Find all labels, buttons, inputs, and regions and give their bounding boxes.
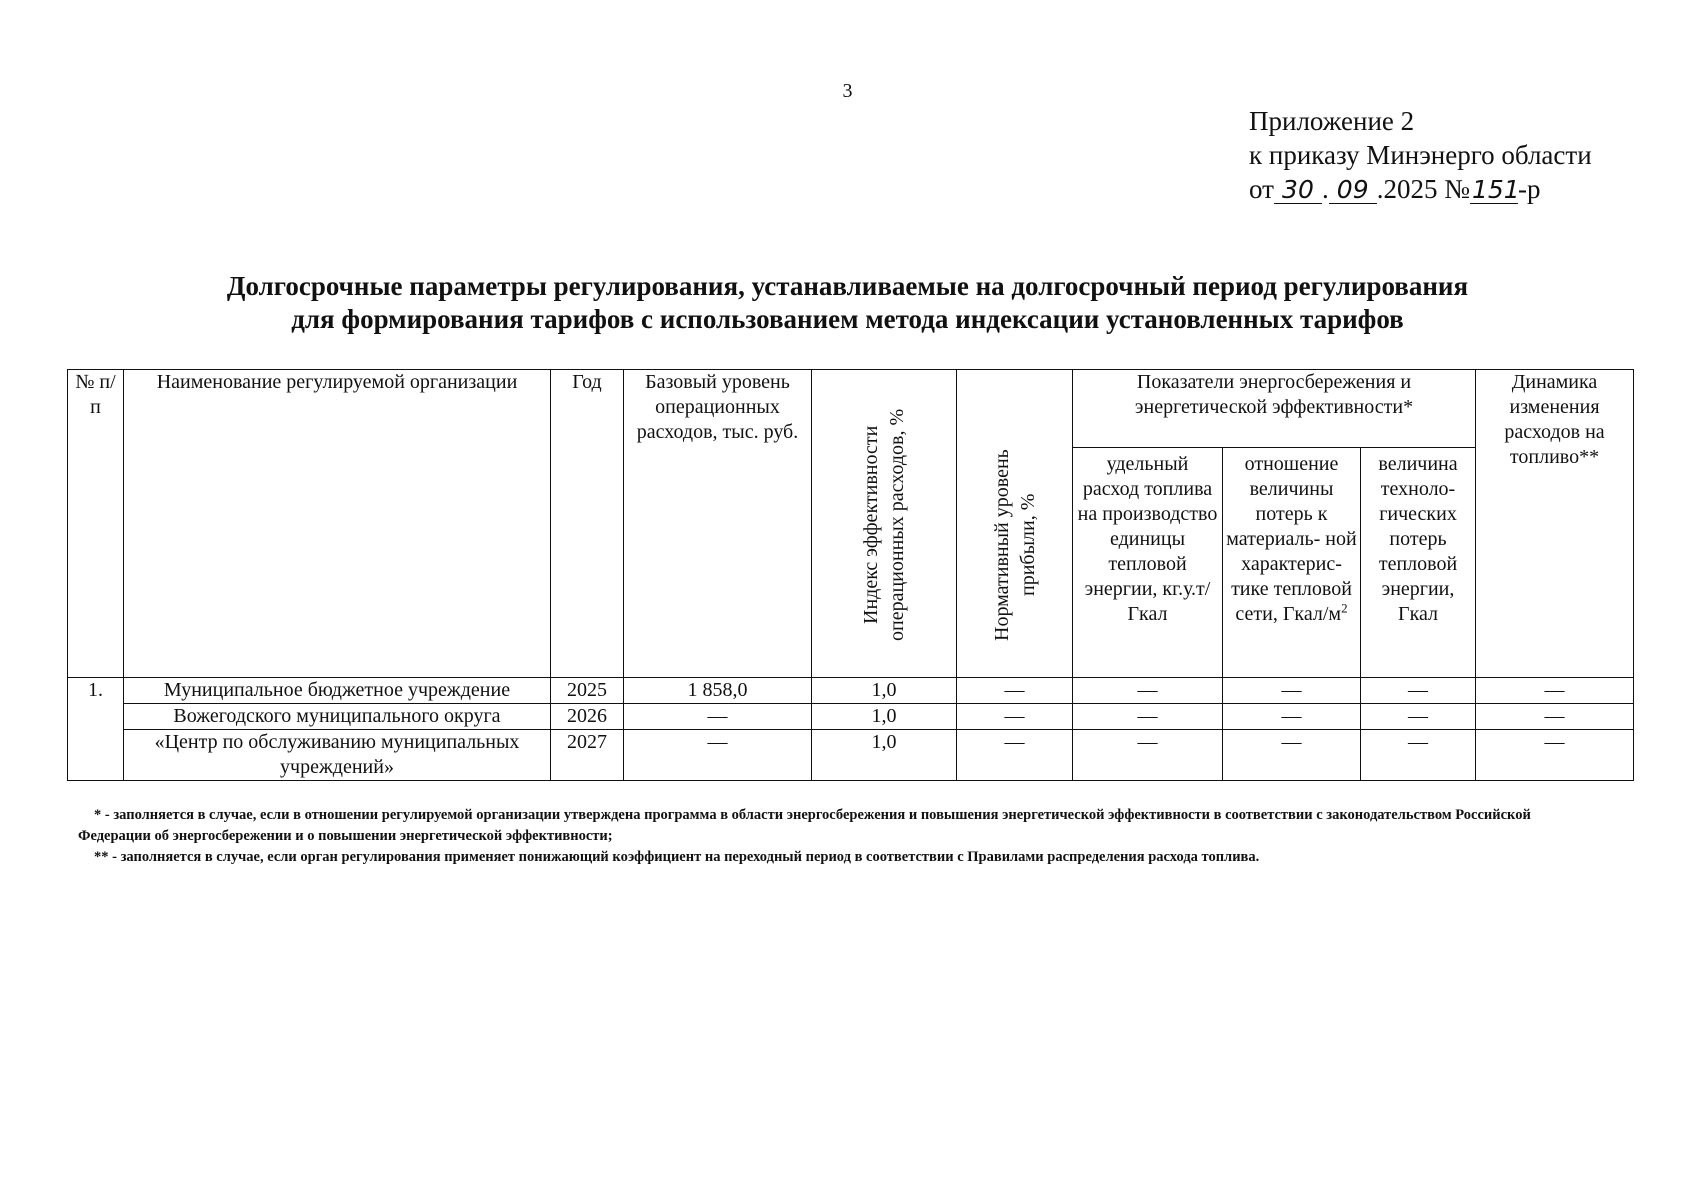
footnotes (78, 805, 1568, 868)
header-fuel-dynamics: Динамика изменения расходов на топливо** (1476, 370, 1634, 678)
footnote-energy-saving: * - заполняется в случае, если в отношении регулируемой организации утверждена программа в области энергосбережения и повышения энергетической эффективности в соответствии с законодательством Российской Федерации об энергосбережении и о повышении энергетической эффективности; (78, 807, 1531, 844)
cell-year: 2027 (551, 730, 624, 781)
cell-efficiency-index: 1,0 (812, 730, 957, 781)
header-technological-losses: величина техноло- гических потерь тепловой энергии, Гкал (1361, 448, 1476, 678)
appendix-order: к приказу Минэнерго области (1249, 140, 1592, 170)
header-loss-ratio (1223, 448, 1361, 678)
header-year: Год (551, 370, 624, 678)
cell-base-opex: — (624, 730, 812, 781)
order-number-suffix: -р (1517, 174, 1541, 204)
cell-normative-profit: — (957, 704, 1073, 730)
appendix-date-line: от 30 . 09 .2025 №151-р (1249, 174, 1541, 204)
cell-technological-losses: — (1361, 730, 1476, 781)
cell-specific-fuel: — (1073, 704, 1223, 730)
cell-specific-fuel: — (1073, 730, 1223, 781)
header-efficiency-index (812, 370, 957, 678)
cell-base-opex: 1 858,0 (624, 678, 812, 704)
title-line-2: для формирования тарифов с использованием метода индексации установленных тарифов (291, 304, 1404, 334)
date-prefix: от (1249, 174, 1274, 204)
title-line-1: Долгосрочные параметры регулирования, устанавливаемые на долгосрочный период регулирования (226, 271, 1469, 301)
cell-fuel-dynamics: — (1476, 678, 1634, 704)
cell-loss-ratio: — (1223, 730, 1361, 781)
header-organization: Наименование регулируемой организации (124, 370, 551, 678)
header-loss-ratio-exponent: 2 (1341, 600, 1348, 616)
org-name-line-1: Муниципальное бюджетное учреждение (124, 678, 551, 704)
appendix-title: Приложение 2 (1249, 106, 1415, 136)
document-title (0, 270, 1695, 336)
page-number: 3 (842, 80, 853, 102)
header-normative-profit (957, 370, 1073, 678)
org-name-line-2: Вожегодского муниципального округа (124, 704, 551, 730)
header-loss-ratio-text: отношение величины потерь к материаль- ной характерис- тике тепловой сети, Гкал/м (1226, 453, 1357, 625)
cell-efficiency-index: 1,0 (812, 678, 957, 704)
cell-technological-losses: — (1361, 678, 1476, 704)
cell-fuel-dynamics: — (1476, 704, 1634, 730)
cell-loss-ratio: — (1223, 678, 1361, 704)
header-specific-fuel: удельный расход топлива на производство единицы тепловой энергии, кг.у.т/Гкал (1073, 448, 1223, 678)
cell-normative-profit: — (957, 678, 1073, 704)
header-number: № п/п (68, 370, 124, 678)
header-normative-profit-text: Нормативный уровень прибыли, % (990, 449, 1039, 641)
cell-loss-ratio: — (1223, 704, 1361, 730)
appendix-block (1249, 104, 1592, 206)
row-number: 1. (68, 678, 124, 781)
handwritten-day: 30 (1274, 177, 1322, 204)
cell-fuel-dynamics: — (1476, 730, 1634, 781)
year-and-number-sign: .2025 № (1376, 174, 1470, 204)
handwritten-month: 09 (1329, 177, 1377, 204)
handwritten-order-number: 151 (1471, 175, 1520, 204)
cell-normative-profit: — (957, 730, 1073, 781)
cell-specific-fuel: — (1073, 678, 1223, 704)
footnote-fuel-coefficient: ** - заполняется в случае, если орган регулирования применяет понижающий коэффициент на переходный период в соответствии с Правилами распределения расхода топлива. (94, 849, 1260, 865)
cell-efficiency-index: 1,0 (812, 704, 957, 730)
parameters-table (67, 369, 1634, 781)
org-name-line-3: «Центр по обслуживанию муниципальных учреждений» (124, 730, 551, 781)
header-base-opex: Базовый уровень операционных расходов, тыс. руб. (624, 370, 812, 678)
cell-technological-losses: — (1361, 704, 1476, 730)
table-row (68, 704, 1634, 730)
header-efficiency-index-text: Индекс эффективности операционных расходов, % (860, 408, 908, 642)
header-energy-indicators: Показатели энергосбережения и энергетической эффективности* (1073, 370, 1476, 448)
cell-base-opex: — (624, 704, 812, 730)
table-row (68, 730, 1634, 781)
cell-year: 2026 (551, 704, 624, 730)
table-row (68, 678, 1634, 704)
cell-year: 2025 (551, 678, 624, 704)
